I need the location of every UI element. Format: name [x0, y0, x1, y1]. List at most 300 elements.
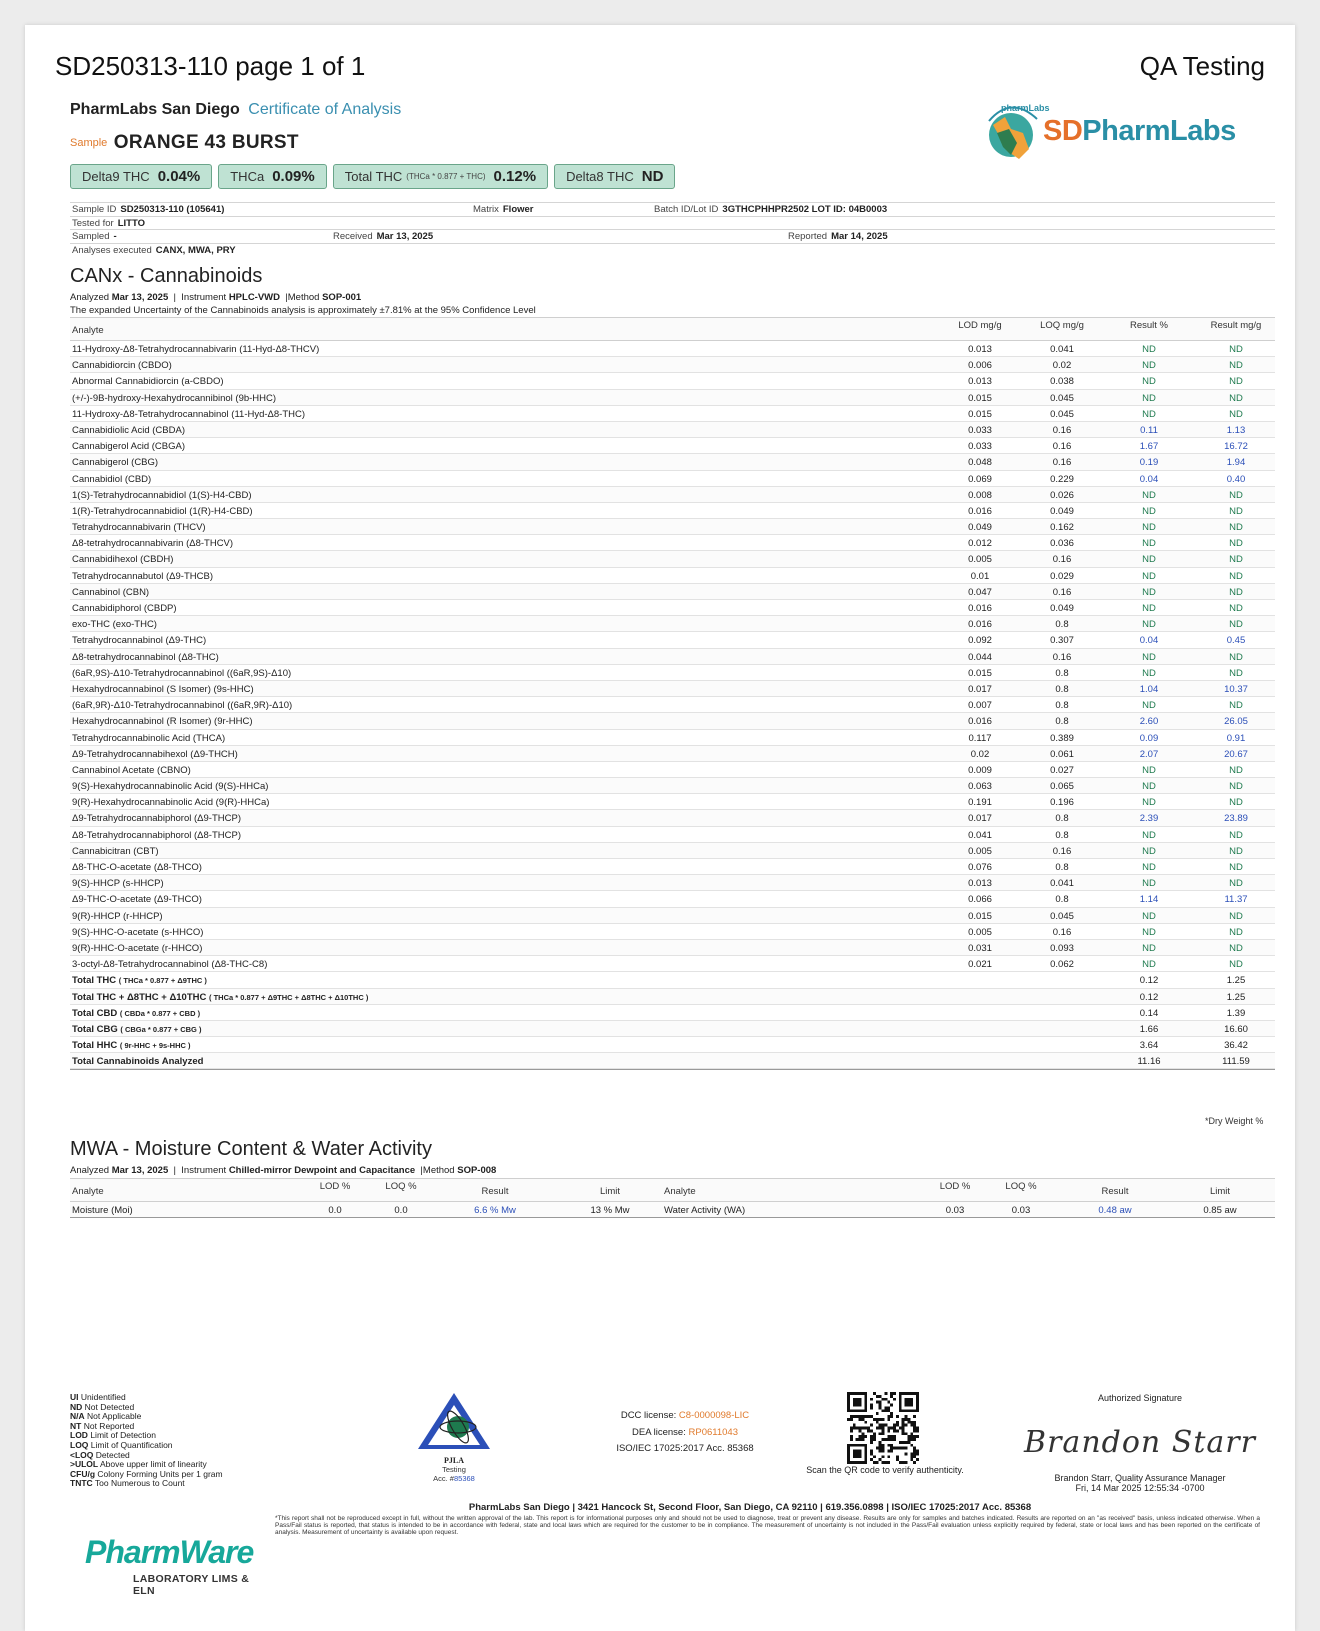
report-page	[25, 25, 1295, 1631]
result-percent: ND	[1142, 489, 1156, 501]
loq-value: 0.8	[1055, 667, 1069, 679]
analyte-name: (6aR,9R)-Δ10-Tetrahydrocannabinol ((6aR,9R)-Δ10)	[72, 700, 293, 712]
result-percent: ND	[1142, 360, 1156, 372]
total-label	[72, 992, 368, 1003]
qr-code-icon	[847, 1392, 919, 1464]
analyte-name: Cannabidiphorol (CBDP)	[72, 603, 177, 614]
badge-total-thc	[333, 164, 548, 189]
result-mg: ND	[1229, 862, 1243, 873]
table-row	[70, 632, 1275, 648]
reported: Mar 14, 2025	[831, 231, 888, 242]
lod-value: 0.017	[968, 683, 992, 695]
loq-value: 0.062	[1050, 959, 1074, 971]
legend-abbr: LOQ	[70, 1439, 89, 1450]
lod-value: 0.01	[970, 570, 990, 582]
analyte-name: 9(R)-Hexahydrocannabinolic Acid (9(R)-HHCa)	[72, 797, 270, 809]
badge-thca-value: 0.09%	[272, 168, 315, 185]
analyte-name: Δ9-Tetrahydrocannabiphorol (Δ9-THCP)	[72, 813, 241, 825]
result-percent: 2.39	[1139, 813, 1159, 825]
table-row	[70, 762, 1275, 778]
badge-total-label: Total THC	[344, 169, 403, 184]
total-label	[72, 1024, 201, 1035]
table-row	[70, 535, 1275, 551]
analyte-name: 1(R)-Tetrahydrocannabidiol (1(R)-H4-CBD)	[72, 505, 253, 517]
pharmware-logo	[85, 1534, 255, 1597]
loq-value: 0.8	[1055, 829, 1069, 841]
loq-value: 0.061	[1050, 748, 1074, 760]
legend-abbr: N/A	[70, 1411, 85, 1422]
lod-value: 0.033	[968, 441, 992, 453]
analyte-name: 9(R)-HHCP (r-HHCP)	[72, 910, 163, 922]
analyte-name: 9(S)-HHCP (s-HHCP)	[72, 878, 164, 890]
lod-value: 0.063	[968, 781, 992, 793]
mwa-instrument: Chilled-mirror Dewpoint and Capacitance	[228, 1165, 416, 1176]
result-mg: ND	[1229, 344, 1243, 355]
mwa-col-limit-2: Limit	[1209, 1186, 1231, 1197]
table-row	[70, 730, 1275, 746]
loq-value: 0.162	[1050, 522, 1074, 534]
loq-value: 0.027	[1050, 764, 1074, 776]
analyte-name: 11-Hydroxy-Δ8-Tetrahydrocannabinol (11-Hyd-Δ8-THC)	[72, 408, 306, 420]
mwa-col-result-1: Result	[481, 1186, 509, 1197]
result-mg: 0.91	[1226, 732, 1246, 744]
mwa-analyte-2: Water Activity (WA)	[664, 1205, 746, 1216]
lod-value: 0.117	[968, 732, 992, 744]
mwa-col-lod-2: LOD %	[939, 1181, 971, 1192]
legend-abbr: <LOQ	[70, 1449, 94, 1460]
tested-for: LITTO	[117, 217, 145, 229]
table-row	[70, 649, 1275, 665]
table-row	[70, 357, 1275, 373]
total-name: Total CBG	[72, 1023, 118, 1035]
analyte-name: Cannabicitran (CBT)	[72, 845, 159, 857]
total-formula: ( THCa * 0.877 + Δ9THC + Δ8THC + Δ10THC )	[209, 992, 369, 1002]
sample-id-label: Sample ID	[72, 204, 117, 215]
total-name: Total HHC	[72, 1040, 118, 1052]
table-row	[70, 390, 1275, 406]
result-percent: ND	[1142, 797, 1156, 809]
abbreviation-legend	[70, 1393, 223, 1489]
col-lod: LOD mg/g	[958, 320, 1002, 331]
result-mg: ND	[1229, 926, 1243, 938]
result-mg: ND	[1229, 376, 1243, 388]
qr-code[interactable]	[847, 1392, 919, 1469]
analyte-name: Δ8-tetrahydrocannabivarin (Δ8-THCV)	[72, 538, 234, 550]
mwa-limit-1: 13 % Mw	[590, 1205, 630, 1216]
canx-analyzed-label: Analyzed	[70, 292, 110, 303]
legend-meaning: Detected	[95, 1449, 130, 1460]
table-row	[70, 341, 1275, 357]
lod-value: 0.007	[968, 700, 992, 712]
total-mg: 36.42	[1224, 1040, 1248, 1052]
result-percent: 0.09	[1139, 732, 1159, 744]
lod-value: 0.016	[968, 716, 992, 728]
batch-label: Batch ID/Lot ID	[654, 204, 719, 215]
result-percent: ND	[1142, 344, 1156, 355]
info-row-4	[70, 243, 1275, 257]
total-row	[70, 1053, 1275, 1069]
result-percent: 0.04	[1139, 473, 1159, 485]
mwa-col-analyte-1: Analyte	[72, 1186, 104, 1197]
loq-value: 0.229	[1050, 473, 1074, 485]
result-percent: ND	[1142, 878, 1156, 890]
result-mg: ND	[1229, 619, 1243, 631]
result-percent: ND	[1142, 862, 1156, 873]
loq-value: 0.16	[1052, 441, 1072, 453]
loq-value: 0.029	[1050, 570, 1074, 582]
badge-delta8	[554, 164, 675, 189]
result-percent: ND	[1142, 959, 1156, 971]
analyte-name: Δ9-Tetrahydrocannabihexol (Δ9-THCH)	[72, 748, 238, 760]
legend-abbr: NT	[70, 1420, 82, 1431]
dea-label: DEA license:	[632, 1426, 686, 1438]
analyte-name: Abnormal Cannabidiorcin (a-CBDO)	[72, 376, 224, 388]
table-row	[70, 438, 1275, 454]
loq-value: 0.8	[1055, 619, 1069, 631]
lod-value: 0.015	[968, 910, 992, 922]
loq-value: 0.041	[1050, 878, 1074, 890]
lod-value: 0.048	[968, 457, 992, 469]
total-formula: ( THCa * 0.877 + Δ9THC )	[118, 976, 207, 986]
total-name: Total Cannabinoids Analyzed	[72, 1056, 204, 1068]
total-percent: 0.12	[1139, 991, 1159, 1003]
total-row	[70, 1037, 1275, 1053]
reported-label: Reported	[788, 231, 828, 242]
table-row	[70, 616, 1275, 632]
lab-name: PharmLabs San Diego	[70, 101, 240, 118]
total-formula: ( CBGa * 0.877 + CBG )	[120, 1024, 202, 1034]
table-row	[70, 422, 1275, 438]
legend-meaning: Above upper limit of linearity	[100, 1459, 207, 1470]
mwa-header	[70, 1178, 1275, 1202]
canx-meta: Analyzed Mar 13, 2025 | Instrument HPLC-VWD |Method SOP-001	[70, 292, 362, 303]
sampled: -	[113, 231, 117, 242]
analyte-name: 9(S)-HHC-O-acetate (s-HHCO)	[72, 926, 204, 938]
mwa-col-loq-1: LOQ %	[385, 1181, 417, 1192]
legend-meaning: Too Numerous to Count	[94, 1478, 185, 1489]
canx-method-label: Method	[287, 292, 320, 303]
total-row	[70, 1005, 1275, 1021]
signature-script: Brandon Starr	[1024, 1425, 1256, 1460]
analyte-name: Hexahydrocannabinol (R Isomer) (9r-HHC)	[72, 716, 253, 728]
result-mg: 20.67	[1224, 748, 1248, 760]
table-row	[70, 406, 1275, 422]
analyte-name: Cannabidiorcin (CBDO)	[72, 360, 172, 372]
result-percent: ND	[1142, 586, 1156, 598]
table-row	[70, 584, 1275, 600]
signatory-name: Brandon Starr, Quality Assurance Manager	[1054, 1473, 1226, 1483]
result-mg: ND	[1229, 408, 1243, 420]
total-name: Total THC + Δ8THC + Δ10THC	[72, 991, 207, 1003]
info-row-1	[70, 202, 1275, 216]
total-mg: 16.60	[1224, 1023, 1248, 1035]
result-mg: ND	[1229, 764, 1243, 776]
col-result-mg: Result mg/g	[1210, 320, 1262, 331]
mwa-col-lod-1: LOD %	[319, 1181, 351, 1192]
result-percent: 1.14	[1139, 894, 1159, 906]
loq-value: 0.049	[1050, 505, 1074, 517]
legend-meaning: Colony Forming Units per 1 gram	[97, 1468, 223, 1479]
analyte-name: 11-Hydroxy-Δ8-Tetrahydrocannabivarin (11-Hyd-Δ8-THCV)	[72, 344, 320, 355]
total-mg: 1.25	[1226, 991, 1246, 1003]
cannabinoids-table	[70, 317, 1275, 1070]
lod-value: 0.006	[968, 360, 992, 372]
table-row	[70, 891, 1275, 907]
logo-arc-text: pharmLabs	[1001, 103, 1050, 113]
analyte-name: Tetrahydrocannabinol (Δ9-THC)	[72, 635, 207, 647]
result-mg: ND	[1229, 942, 1243, 954]
badge-thca-label: THCa	[230, 169, 265, 184]
mwa-meta: Analyzed Mar 13, 2025 | Instrument Chilled-mirror Dewpoint and Capacitance |Method SOP-008	[70, 1165, 497, 1176]
analyses: CANX, MWA, PRY	[155, 244, 236, 256]
result-mg: ND	[1229, 505, 1243, 517]
mwa-col-loq-2: LOQ %	[1005, 1181, 1037, 1192]
mwa-col-analyte-2: Analyte	[664, 1186, 696, 1197]
loq-value: 0.093	[1050, 942, 1074, 954]
lod-value: 0.012	[968, 538, 992, 550]
analyte-name: Tetrahydrocannabutol (Δ9-THCB)	[72, 570, 213, 582]
result-mg: 0.45	[1226, 635, 1246, 647]
analyte-name: Δ8-Tetrahydrocannabiphorol (Δ8-THCP)	[72, 829, 241, 841]
result-percent: 2.60	[1139, 716, 1159, 728]
result-percent: ND	[1142, 408, 1156, 420]
result-percent: ND	[1142, 667, 1156, 679]
lod-value: 0.016	[968, 505, 992, 517]
result-percent: 2.07	[1139, 748, 1159, 760]
cannabinoids-body	[70, 341, 1275, 972]
qa-testing-label: QA Testing	[1139, 51, 1265, 81]
result-mg: 1.94	[1226, 457, 1246, 469]
lod-value: 0.005	[968, 845, 992, 857]
result-mg: ND	[1229, 570, 1243, 582]
pjla-sub: Testing	[442, 1465, 466, 1474]
total-label	[72, 975, 207, 986]
analyte-name: Δ8-THC-O-acetate (Δ8-THCO)	[72, 862, 202, 873]
loq-value: 0.16	[1052, 651, 1072, 663]
result-mg: ND	[1229, 522, 1243, 534]
loq-value: 0.036	[1050, 538, 1074, 550]
legend-abbr: CFU/g	[70, 1468, 96, 1479]
legend-meaning: Limit of Detection	[90, 1430, 156, 1441]
result-mg: 23.89	[1224, 813, 1248, 825]
result-percent: ND	[1142, 505, 1156, 517]
table-row	[70, 373, 1275, 389]
tested-for-label: Tested for	[72, 217, 114, 229]
loq-value: 0.02	[1052, 360, 1072, 372]
lod-value: 0.041	[968, 829, 992, 841]
total-name: Total CBD	[72, 1007, 118, 1019]
legend-abbr: LOD	[70, 1430, 88, 1441]
table-row	[70, 503, 1275, 519]
col-result-pct: Result %	[1129, 320, 1168, 331]
lod-value: 0.076	[968, 862, 992, 873]
mwa-lod-2: 0.03	[945, 1205, 965, 1216]
result-percent: ND	[1142, 845, 1156, 857]
badge-delta8-label: Delta8 THC	[566, 169, 634, 184]
badge-total-value: 0.12%	[493, 168, 537, 185]
result-percent: ND	[1142, 651, 1156, 663]
table-row	[70, 778, 1275, 794]
mwa-method: SOP-008	[457, 1165, 497, 1176]
lod-value: 0.021	[968, 959, 992, 971]
canx-uncertainty: The expanded Uncertainty of the Cannabinoids analysis is approximately ±7.81% at the 95% Confidence Level	[70, 305, 536, 316]
pharmware-name: PharmWare	[85, 1534, 254, 1570]
loq-value: 0.16	[1052, 926, 1072, 938]
badge-delta9	[70, 164, 212, 189]
report-id: SD250313-110 page 1 of 1	[55, 51, 366, 81]
analyte-name: 1(S)-Tetrahydrocannabidiol (1(S)-H4-CBD)	[72, 489, 252, 501]
result-percent: 0.19	[1139, 457, 1159, 469]
result-mg: ND	[1229, 910, 1243, 922]
sample-line	[70, 132, 299, 154]
table-row	[70, 940, 1275, 956]
result-percent: ND	[1142, 926, 1156, 938]
lod-value: 0.016	[968, 619, 992, 631]
matrix-label: Matrix	[473, 204, 499, 215]
lod-value: 0.009	[968, 764, 992, 776]
doc-type: Certificate of Analysis	[248, 101, 402, 118]
result-percent: ND	[1142, 764, 1156, 776]
analyte-name: 9(S)-Hexahydrocannabinolic Acid (9(S)-HHCa)	[72, 781, 269, 793]
table-row	[70, 843, 1275, 859]
result-mg: ND	[1229, 360, 1243, 372]
lod-value: 0.015	[968, 408, 992, 420]
signature-date: Fri, 14 Mar 2025 12:55:34 -0700	[1075, 1483, 1205, 1493]
loq-value: 0.8	[1055, 862, 1069, 873]
analyte-name: Cannabigerol (CBG)	[72, 457, 159, 469]
total-mg: 1.25	[1226, 975, 1246, 987]
lod-value: 0.02	[970, 748, 990, 760]
result-percent: 0.11	[1140, 424, 1158, 436]
lod-value: 0.031	[968, 942, 992, 954]
result-percent: ND	[1142, 829, 1156, 841]
sample-label: Sample	[70, 137, 108, 149]
mwa-instrument-label: Instrument	[181, 1165, 227, 1176]
legend-abbr: UI	[70, 1392, 79, 1402]
pjla-acc-label: Acc. #	[433, 1474, 454, 1483]
mwa-lod-1: 0.0	[328, 1205, 342, 1216]
lod-value: 0.092	[968, 635, 992, 647]
lod-value: 0.044	[968, 651, 992, 663]
table-row	[70, 875, 1275, 891]
lod-value: 0.017	[968, 813, 992, 825]
loq-value: 0.16	[1052, 845, 1072, 857]
table-row	[70, 681, 1275, 697]
canx-analyzed: Mar 13, 2025	[111, 292, 169, 303]
canx-title: CANx - Cannabinoids	[70, 265, 263, 287]
lod-value: 0.191	[968, 797, 992, 809]
table-row	[70, 713, 1275, 729]
analyte-name: Cannabinol (CBN)	[72, 586, 150, 598]
analyte-name: Cannabinol Acetate (CBNO)	[72, 764, 191, 776]
loq-value: 0.196	[1050, 797, 1074, 809]
loq-value: 0.026	[1050, 489, 1074, 501]
legend-item	[70, 1479, 223, 1489]
info-row-3	[70, 229, 1275, 243]
total-row	[70, 989, 1275, 1005]
table-row	[70, 471, 1275, 487]
received-label: Received	[333, 231, 373, 242]
table-row	[70, 519, 1275, 535]
analyte-name: 3-octyl-Δ8-Tetrahydrocannabinol (Δ8-THC-C8)	[72, 959, 268, 971]
total-mg: 111.59	[1222, 1056, 1250, 1068]
badge-thca	[218, 164, 327, 189]
loq-value: 0.8	[1055, 894, 1069, 906]
dcc-label: DCC license:	[620, 1410, 677, 1421]
result-mg: 0.40	[1226, 473, 1246, 485]
info-row-2	[70, 216, 1275, 230]
authorized-signature	[1010, 1393, 1270, 1493]
analyte-name: Tetrahydrocannabivarin (THCV)	[72, 522, 206, 534]
result-mg: ND	[1229, 959, 1243, 971]
footer-address: PharmLabs San Diego | 3421 Hancock St, Second Floor, San Diego, CA 92110 | 619.356.0898 | ISO/IEC 17025:2017 Acc. 85368	[468, 1502, 1032, 1513]
analyte-name: Cannabigerol Acid (CBGA)	[72, 441, 185, 453]
result-percent: 1.04	[1139, 683, 1159, 695]
mwa-loq-1: 0.0	[394, 1205, 408, 1216]
badge-delta8-value: ND	[641, 168, 664, 185]
total-mg: 1.39	[1226, 1007, 1246, 1019]
total-label	[72, 1008, 200, 1019]
mwa-analyte-1: Moisture (Moi)	[72, 1205, 133, 1216]
result-mg: 1.13	[1226, 424, 1246, 436]
result-mg: ND	[1229, 651, 1243, 663]
mwa-col-limit-1: Limit	[599, 1186, 621, 1197]
result-percent: ND	[1142, 619, 1156, 631]
loq-value: 0.8	[1055, 813, 1069, 825]
badge-total-formula: (THCa * 0.877 + THC)	[406, 172, 486, 181]
lod-value: 0.013	[968, 878, 992, 890]
loq-value: 0.045	[1050, 392, 1074, 404]
total-row	[70, 972, 1275, 988]
table-row	[70, 810, 1275, 826]
matrix: Flower	[502, 204, 534, 215]
total-formula: ( 9r-HHC + 9s-HHC )	[119, 1041, 191, 1051]
loq-value: 0.049	[1050, 603, 1074, 614]
table-row	[70, 487, 1275, 503]
badge-delta9-value: 0.04%	[157, 168, 201, 185]
lod-value: 0.015	[968, 392, 992, 404]
lod-value: 0.005	[968, 554, 992, 566]
lod-value: 0.005	[968, 926, 992, 938]
cannabinoids-header	[70, 317, 1275, 341]
result-mg: ND	[1229, 797, 1243, 809]
mwa-limit-2: 0.85 aw	[1203, 1205, 1237, 1216]
analyte-name: Δ9-THC-O-acetate (Δ9-THCO)	[72, 894, 202, 906]
col-analyte: Analyte	[72, 325, 104, 336]
total-percent: 1.66	[1139, 1023, 1159, 1035]
dcc-license: C8-0000098-LIC	[678, 1410, 750, 1421]
table-row	[70, 665, 1275, 681]
analyte-name: Hexahydrocannabinol (S Isomer) (9s-HHC)	[72, 683, 254, 695]
total-percent: 3.64	[1139, 1040, 1159, 1052]
badge-delta9-label: Delta9 THC	[82, 169, 150, 184]
dea-license: RP0611043	[688, 1426, 738, 1438]
result-mg: ND	[1229, 538, 1243, 550]
analyte-name: Δ8-tetrahydrocannabinol (Δ8-THC)	[72, 651, 219, 663]
legend-meaning: Not Detected	[84, 1401, 135, 1412]
lod-value: 0.049	[968, 522, 992, 534]
pjla-logo-icon	[414, 1391, 494, 1453]
col-loq: LOQ mg/g	[1040, 320, 1084, 331]
lod-value: 0.047	[968, 586, 992, 598]
total-name: Total THC	[72, 975, 117, 987]
table-row	[70, 746, 1275, 762]
pharmware-tag: LABORATORY LIMS & ELN	[133, 1573, 250, 1597]
total-label	[72, 1040, 191, 1051]
lod-value: 0.033	[968, 424, 992, 436]
result-percent: 1.67	[1139, 441, 1159, 453]
legend-abbr: TNTC	[70, 1478, 93, 1489]
